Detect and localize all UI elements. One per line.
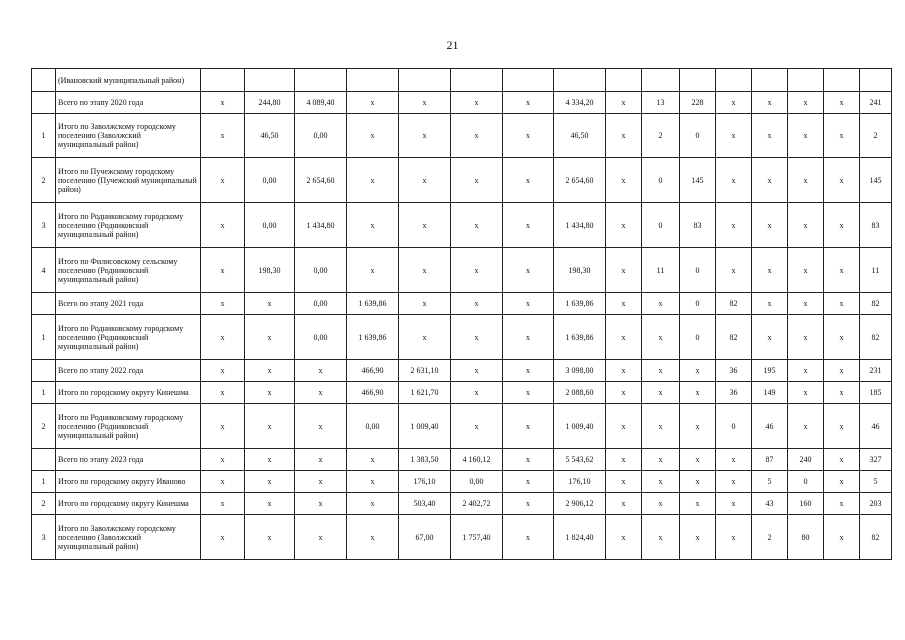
table-cell: х [788, 158, 824, 203]
table-cell: х [245, 493, 295, 515]
row-name-cell: Итого по Пучежскому городскому поселению (Пучежский муниципальный район) [56, 158, 201, 203]
table-cell: 160 [788, 493, 824, 515]
table-cell: х [606, 449, 642, 471]
table-cell: х [295, 493, 347, 515]
table-cell: х [201, 449, 245, 471]
table-cell: х [680, 360, 716, 382]
table-cell: х [399, 92, 451, 114]
table-cell: 11 [860, 248, 892, 293]
row-name-cell: Итого по городскому округу Кинешма [56, 382, 201, 404]
row-number-cell [32, 92, 56, 114]
row-name-cell: Всего по этапу 2022 года [56, 360, 201, 382]
table-cell: х [201, 293, 245, 315]
table-cell: 2 654,60 [554, 158, 606, 203]
table-cell: х [503, 114, 554, 158]
table-cell: х [642, 404, 680, 449]
table-cell: 185 [860, 382, 892, 404]
table-cell: х [503, 471, 554, 493]
table-cell: х [716, 449, 752, 471]
table-cell: х [245, 315, 295, 360]
table-cell: 1 383,50 [399, 449, 451, 471]
table-cell: х [642, 293, 680, 315]
table-cell [716, 69, 752, 92]
row-name-cell: Итого по Филисовскому сельскому поселению (Родниковский муниципальный район) [56, 248, 201, 293]
table-cell: 1 621,70 [399, 382, 451, 404]
row-number-cell: 2 [32, 404, 56, 449]
table-cell: х [752, 92, 788, 114]
table-cell: х [788, 92, 824, 114]
table-cell: 2 [642, 114, 680, 158]
table-cell: 0 [642, 158, 680, 203]
table-cell: х [824, 515, 860, 560]
table-cell: х [642, 471, 680, 493]
table-cell: х [295, 449, 347, 471]
table-cell: х [503, 248, 554, 293]
table-cell [680, 69, 716, 92]
table-cell: 46 [860, 404, 892, 449]
table-cell: х [347, 248, 399, 293]
table-cell: 2 [860, 114, 892, 158]
row-number-cell [32, 69, 56, 92]
table-cell: х [642, 515, 680, 560]
table-cell: 82 [860, 315, 892, 360]
table-cell: х [824, 404, 860, 449]
table-cell [788, 69, 824, 92]
table-cell: 36 [716, 360, 752, 382]
table-cell: 1 639,86 [554, 315, 606, 360]
table-cell [606, 69, 642, 92]
table-row [32, 114, 892, 158]
table-cell: х [451, 92, 503, 114]
table-cell: х [503, 449, 554, 471]
table-cell: х [824, 449, 860, 471]
table-cell: х [824, 203, 860, 248]
data-table [31, 68, 892, 560]
table-cell: х [451, 158, 503, 203]
table-cell: х [716, 493, 752, 515]
table-cell: х [606, 203, 642, 248]
row-number-cell: 3 [32, 203, 56, 248]
row-name-cell: Итого по городскому округу Кинешма [56, 493, 201, 515]
table-cell: х [451, 248, 503, 293]
table-cell: 0 [642, 203, 680, 248]
table-cell: х [824, 293, 860, 315]
table-cell: х [201, 203, 245, 248]
table-cell: х [245, 293, 295, 315]
table-cell: х [503, 493, 554, 515]
table-cell: х [245, 449, 295, 471]
table-cell: х [503, 360, 554, 382]
table-cell: 0,00 [295, 248, 347, 293]
table-cell: 0,00 [347, 404, 399, 449]
table-cell: 3 098,00 [554, 360, 606, 382]
row-number-cell: 2 [32, 493, 56, 515]
table-cell: 0,00 [295, 114, 347, 158]
table-cell: х [680, 382, 716, 404]
table-cell: 228 [680, 92, 716, 114]
table-cell: х [245, 382, 295, 404]
table-cell: 83 [680, 203, 716, 248]
table-cell [245, 69, 295, 92]
table-cell: х [295, 404, 347, 449]
table-cell: 4 334,20 [554, 92, 606, 114]
table-cell: 1 639,86 [347, 293, 399, 315]
table-cell: 244,80 [245, 92, 295, 114]
table-cell: х [606, 114, 642, 158]
table-cell: х [503, 203, 554, 248]
table-cell: 46 [752, 404, 788, 449]
table-cell: х [451, 293, 503, 315]
table-cell: х [752, 248, 788, 293]
table-cell: 80 [788, 515, 824, 560]
table-cell: х [716, 114, 752, 158]
row-name-cell: Итого по Родниковскому городскому поселению (Родниковский муниципальный район) [56, 404, 201, 449]
table-cell: 1 434,80 [295, 203, 347, 248]
row-name-cell: (Ивановский муниципальный район) [56, 69, 201, 92]
table-cell: х [606, 493, 642, 515]
table-cell [752, 69, 788, 92]
table-cell [554, 69, 606, 92]
table-row [32, 382, 892, 404]
row-number-cell [32, 293, 56, 315]
row-name-cell: Всего по этапу 2023 года [56, 449, 201, 471]
row-name-cell: Итого по Родниковскому городскому поселению (Родниковский муниципальный район) [56, 203, 201, 248]
table-row [32, 248, 892, 293]
table-cell: 0 [680, 315, 716, 360]
table-cell: 240 [788, 449, 824, 471]
table-cell [399, 69, 451, 92]
table-cell: 1 009,40 [399, 404, 451, 449]
table-cell: 1 009,40 [554, 404, 606, 449]
table-cell: 43 [752, 493, 788, 515]
table-cell: х [788, 293, 824, 315]
row-name-cell: Итого по городскому округу Иваново [56, 471, 201, 493]
row-name-cell: Всего по этапу 2020 года [56, 92, 201, 114]
table-cell: х [680, 493, 716, 515]
table-cell: 466,90 [347, 382, 399, 404]
table-cell: 2 631,10 [399, 360, 451, 382]
table-cell: 149 [752, 382, 788, 404]
table-cell: х [788, 203, 824, 248]
table-cell: х [201, 92, 245, 114]
table-cell: х [201, 382, 245, 404]
table-cell: х [752, 114, 788, 158]
table-cell: 2 402,72 [451, 493, 503, 515]
table-cell: 0 [680, 114, 716, 158]
table-cell [824, 69, 860, 92]
row-number-cell: 1 [32, 114, 56, 158]
table-cell: 4 089,40 [295, 92, 347, 114]
table-cell: 13 [642, 92, 680, 114]
table-cell: 466,90 [347, 360, 399, 382]
row-number-cell: 1 [32, 382, 56, 404]
table-row [32, 493, 892, 515]
table-cell: 195 [752, 360, 788, 382]
table-cell: 2 906,12 [554, 493, 606, 515]
table-row [32, 92, 892, 114]
table-cell: х [606, 515, 642, 560]
table-cell: х [347, 471, 399, 493]
table-cell [860, 69, 892, 92]
table-cell: 11 [642, 248, 680, 293]
row-number-cell: 4 [32, 248, 56, 293]
table-cell: 46,50 [554, 114, 606, 158]
table-cell: х [606, 92, 642, 114]
table-cell: х [752, 158, 788, 203]
table-cell: х [201, 360, 245, 382]
table-cell: х [788, 404, 824, 449]
table-cell: х [824, 493, 860, 515]
table-cell: 198,30 [554, 248, 606, 293]
table-cell: х [399, 114, 451, 158]
row-number-cell: 1 [32, 315, 56, 360]
table-cell: х [788, 315, 824, 360]
table-cell: 1 757,40 [451, 515, 503, 560]
table-cell: х [716, 471, 752, 493]
table-cell: х [824, 315, 860, 360]
table-cell: х [347, 449, 399, 471]
table-cell: 5 [860, 471, 892, 493]
table-cell: 231 [860, 360, 892, 382]
row-number-cell [32, 360, 56, 382]
table-cell: х [295, 471, 347, 493]
table-cell: 5 543,62 [554, 449, 606, 471]
row-name-cell: Итого по Родниковскому городскому поселению (Родниковский муниципальный район) [56, 315, 201, 360]
table-cell: х [451, 404, 503, 449]
table-cell: х [503, 404, 554, 449]
table-cell: х [503, 92, 554, 114]
table-cell: х [788, 248, 824, 293]
table-cell: х [201, 158, 245, 203]
table-row [32, 360, 892, 382]
table-cell: х [824, 248, 860, 293]
table-cell: х [642, 360, 680, 382]
table-cell: х [503, 315, 554, 360]
table-cell: х [642, 382, 680, 404]
table-cell: х [642, 449, 680, 471]
row-name-cell: Итого по Заволжскому городскому поселению (Заволжский муниципальный район) [56, 114, 201, 158]
table-row [32, 404, 892, 449]
table-cell: х [824, 114, 860, 158]
table-cell [295, 69, 347, 92]
table-row [32, 315, 892, 360]
table-cell: х [201, 114, 245, 158]
table-cell: х [347, 114, 399, 158]
table-cell: х [788, 382, 824, 404]
table-cell [201, 69, 245, 92]
table-cell: 0,00 [451, 471, 503, 493]
table-cell: х [347, 515, 399, 560]
table-cell: х [399, 248, 451, 293]
table-cell: 1 639,86 [347, 315, 399, 360]
table-cell: х [201, 404, 245, 449]
table-cell: 4 160,12 [451, 449, 503, 471]
table-cell: 0,00 [295, 315, 347, 360]
table-cell: х [716, 248, 752, 293]
table-cell: х [606, 158, 642, 203]
table-cell: 0 [680, 248, 716, 293]
table-cell: х [503, 293, 554, 315]
table-cell: х [642, 493, 680, 515]
table-cell: 0 [788, 471, 824, 493]
table-cell: 82 [860, 293, 892, 315]
row-number-cell: 1 [32, 471, 56, 493]
table-cell: х [451, 315, 503, 360]
table-cell: х [295, 515, 347, 560]
table-cell: х [245, 471, 295, 493]
table-cell: х [245, 404, 295, 449]
table-cell: 176,10 [554, 471, 606, 493]
table-cell: 0,00 [295, 293, 347, 315]
table-cell: х [295, 382, 347, 404]
table-cell: 67,00 [399, 515, 451, 560]
table-cell: 87 [752, 449, 788, 471]
table-cell: х [347, 493, 399, 515]
table-cell: х [347, 92, 399, 114]
table-cell: х [503, 515, 554, 560]
table-cell: х [201, 248, 245, 293]
table-cell: х [451, 114, 503, 158]
table-cell: х [606, 315, 642, 360]
table-row [32, 203, 892, 248]
row-number-cell [32, 449, 56, 471]
table-cell: х [680, 471, 716, 493]
table-cell: х [752, 315, 788, 360]
table-cell: 0 [680, 293, 716, 315]
table-row [32, 293, 892, 315]
table-cell: х [606, 293, 642, 315]
table-cell: 82 [716, 315, 752, 360]
table-cell: х [201, 493, 245, 515]
table-cell [451, 69, 503, 92]
table-cell: х [680, 404, 716, 449]
table-cell: 0,00 [245, 203, 295, 248]
table-row [32, 471, 892, 493]
table-cell: х [347, 158, 399, 203]
table-cell: 2 [752, 515, 788, 560]
table-cell: х [788, 360, 824, 382]
table-cell: х [752, 203, 788, 248]
table-row [32, 449, 892, 471]
table-cell [347, 69, 399, 92]
table-cell: х [716, 515, 752, 560]
table-cell: х [399, 158, 451, 203]
table-cell: 203 [860, 493, 892, 515]
table-cell: х [824, 471, 860, 493]
table-cell: х [716, 203, 752, 248]
table-cell: 36 [716, 382, 752, 404]
row-number-cell: 3 [32, 515, 56, 560]
table-cell: х [399, 293, 451, 315]
table-cell: х [788, 114, 824, 158]
row-name-cell: Всего по этапу 2021 года [56, 293, 201, 315]
table-cell: 5 [752, 471, 788, 493]
table-cell: 241 [860, 92, 892, 114]
table-cell: х [824, 158, 860, 203]
table-cell [642, 69, 680, 92]
table-cell: х [824, 92, 860, 114]
table-cell: х [399, 315, 451, 360]
table-cell: 82 [860, 515, 892, 560]
table-cell: 1 639,86 [554, 293, 606, 315]
table-cell: 1 824,40 [554, 515, 606, 560]
table-cell: х [295, 360, 347, 382]
table-cell: 198,30 [245, 248, 295, 293]
table-cell: 82 [716, 293, 752, 315]
table-cell: х [824, 382, 860, 404]
table-cell: х [201, 315, 245, 360]
table-cell: х [201, 515, 245, 560]
table-cell: 327 [860, 449, 892, 471]
table-cell: х [716, 92, 752, 114]
table-cell: 145 [680, 158, 716, 203]
table-cell: х [606, 382, 642, 404]
table-cell: х [606, 360, 642, 382]
table-cell: х [680, 449, 716, 471]
table-cell: 145 [860, 158, 892, 203]
row-name-cell: Итого по Заволжскому городскому поселению (Заволжский муниципальный район) [56, 515, 201, 560]
row-number-cell: 2 [32, 158, 56, 203]
table-cell: х [245, 515, 295, 560]
table-cell: 2 654,60 [295, 158, 347, 203]
table-cell: 503,40 [399, 493, 451, 515]
table-cell: х [347, 203, 399, 248]
table-cell: х [451, 360, 503, 382]
table-cell: х [606, 404, 642, 449]
table-cell: 0,00 [245, 158, 295, 203]
table-cell: х [716, 158, 752, 203]
table-cell: х [680, 515, 716, 560]
table-cell: 46,50 [245, 114, 295, 158]
table-row [32, 515, 892, 560]
table-cell: 1 434,80 [554, 203, 606, 248]
table-cell: х [824, 360, 860, 382]
table-cell: х [399, 203, 451, 248]
table-cell: х [642, 315, 680, 360]
table-cell: х [451, 382, 503, 404]
table-cell: х [451, 203, 503, 248]
table-cell: 83 [860, 203, 892, 248]
table-cell: х [606, 471, 642, 493]
table-cell: 2 088,60 [554, 382, 606, 404]
table-cell: х [752, 293, 788, 315]
table-cell: х [201, 471, 245, 493]
table-cell: 0 [716, 404, 752, 449]
table-cell: 176,10 [399, 471, 451, 493]
page-number: 21 [446, 38, 459, 52]
table-cell [503, 69, 554, 92]
table-cell: х [503, 382, 554, 404]
table-cell: х [245, 360, 295, 382]
table-cell: х [606, 248, 642, 293]
table-row [32, 158, 892, 203]
table-cell: х [503, 158, 554, 203]
table-row [32, 69, 892, 92]
